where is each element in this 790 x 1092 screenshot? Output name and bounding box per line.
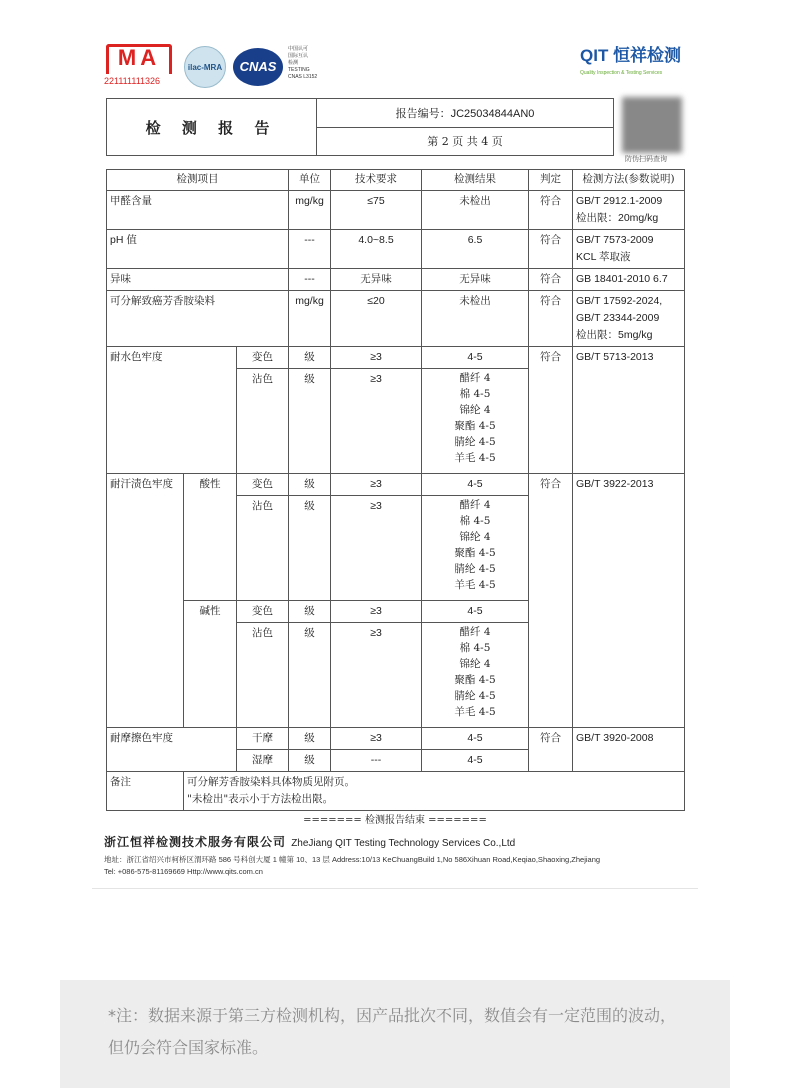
table-cell: GB/T 3920-2008: [573, 728, 685, 772]
table-cell: 符合: [529, 269, 573, 291]
table-cell: 甲醛含量: [107, 191, 289, 230]
table-cell: ---: [289, 269, 331, 291]
table-cell: 沾色: [237, 369, 289, 474]
table-cell: 级: [289, 474, 331, 496]
table-cell: mg/kg: [289, 291, 331, 347]
table-cell: 耐汗渍色牢度: [107, 474, 184, 728]
table-cell: 酸性: [184, 474, 237, 601]
table-cell: GB/T 3922-2013: [573, 474, 685, 728]
table-cell: 碱性: [184, 601, 237, 728]
table-row: [107, 347, 685, 369]
table-cell: 级: [289, 496, 331, 601]
table-cell: GB/T 17592-2024, GB/T 23344-2009 检出限：5mg/kg: [573, 291, 685, 347]
table-cell: 符合: [529, 728, 573, 772]
table-cell: 备注: [107, 772, 184, 811]
table-cell: 单位: [289, 170, 331, 191]
table-cell: ≥3: [331, 347, 422, 369]
report-body: [0, 169, 790, 878]
cma-logo: MA 221111111326: [106, 44, 172, 88]
qit-logo: QIT 恒祥检测: [580, 46, 682, 65]
table-row: [107, 728, 685, 750]
table-cell: 变色: [237, 474, 289, 496]
table-row: [107, 474, 685, 496]
company-name: 浙江恒祥检测技术服务有限公司 ZheJiang QIT Testing Technology Services Co.,Ltd: [104, 835, 516, 849]
table-cell: 级: [289, 601, 331, 623]
company-contact: 地址：浙江省绍兴市柯桥区渭环路 586 号科创大厦 1 幢第 10、13 层 Address:10/13 KeChuangBuild 1,No 586Xihuan Road,Keqiao,Shaoxing,Zhejiang Tel: +086-575-81169669 Http://www.qits.com.cn: [104, 855, 601, 876]
table-cell: 符合: [529, 291, 573, 347]
cnas-caption: 中国认可 国际互认 检测 TESTING CNAS L3152: [288, 46, 318, 80]
table-cell: 4-5: [422, 728, 529, 750]
table-cell: ≤75: [331, 191, 422, 230]
table-cell: 符合: [529, 191, 573, 230]
table-cell: pH 值: [107, 230, 289, 269]
table-cell: ---: [289, 230, 331, 269]
table-cell: 检测结果: [422, 170, 529, 191]
table-cell: GB/T 7573-2009 KCL 萃取液: [573, 230, 685, 269]
table-cell: GB/T 2912.1-2009 检出限：20mg/kg: [573, 191, 685, 230]
table-cell: 未检出: [422, 191, 529, 230]
table-cell: 检测项目: [107, 170, 289, 191]
remark-row: [107, 772, 685, 811]
divider: [92, 888, 698, 889]
table-cell: 沾色: [237, 496, 289, 601]
table-cell: 4.0~8.5: [331, 230, 422, 269]
table-cell: 级: [289, 369, 331, 474]
table-cell: ≥3: [331, 601, 422, 623]
table-cell: 可分解致癌芳香胺染料: [107, 291, 289, 347]
table-cell: 耐水色牢度: [107, 347, 237, 474]
table-cell: ≤20: [331, 291, 422, 347]
table-row: [107, 291, 685, 347]
qit-tagline: Quality Inspection & Testing Services: [580, 70, 663, 76]
table-cell: 无异味: [422, 269, 529, 291]
cnas-logo: CNAS: [233, 48, 283, 86]
table-cell: 级: [289, 623, 331, 728]
qr-caption: 防伪扫码查询: [625, 155, 667, 163]
report-end-marker: ======= 检测报告结束 =======: [303, 815, 487, 826]
disclaimer-note: *注：数据来源于第三方检测机构，因产品批次不同，数值会有一定范围的波动，但仍会符合国家标准。: [60, 980, 730, 1088]
table-cell: 沾色: [237, 623, 289, 728]
stain-results: 醋纤 4 棉 4-5 锦纶 4 聚酯 4-5 腈纶 4-5 羊毛 4-5: [422, 623, 529, 728]
table-row: [107, 191, 685, 230]
ilac-mra-logo: ilac-MRA: [184, 46, 226, 88]
table-cell: 耐摩擦色牢度: [107, 728, 237, 772]
table-cell: 可分解芳香胺染料具体物质见附页。 "未检出"表示小于方法检出限。: [184, 772, 685, 811]
table-cell: ≥3: [331, 369, 422, 474]
results-table: [106, 169, 685, 811]
table-cell: ≥3: [331, 728, 422, 750]
table-cell: 级: [289, 750, 331, 772]
stain-results: 醋纤 4 棉 4-5 锦纶 4 聚酯 4-5 腈纶 4-5 羊毛 4-5: [422, 369, 529, 474]
table-cell: 4-5: [422, 750, 529, 772]
table-cell: 4-5: [422, 347, 529, 369]
page-indicator: 第 2 页 共 4 页: [427, 135, 503, 149]
table-cell: 变色: [237, 347, 289, 369]
table-cell: 符合: [529, 474, 573, 728]
report-header: [106, 98, 614, 156]
table-cell: GB 18401-2010 6.7: [573, 269, 685, 291]
table-cell: 异味: [107, 269, 289, 291]
table-cell: 级: [289, 728, 331, 750]
table-cell: 符合: [529, 230, 573, 269]
table-cell: 变色: [237, 601, 289, 623]
table-cell: GB/T 5713-2013: [573, 347, 685, 474]
table-cell: ---: [331, 750, 422, 772]
table-cell: 级: [289, 347, 331, 369]
table-cell: 技术要求: [331, 170, 422, 191]
report-number: 报告编号：JC25034844AN0: [317, 99, 613, 128]
table-row: [107, 269, 685, 291]
table-cell: 无异味: [331, 269, 422, 291]
stain-results: 醋纤 4 棉 4-5 锦纶 4 聚酯 4-5 腈纶 4-5 羊毛 4-5: [422, 496, 529, 601]
table-cell: 判定: [529, 170, 573, 191]
table-cell: mg/kg: [289, 191, 331, 230]
report-title: 检 测 报 告: [107, 99, 317, 155]
table-cell: 6.5: [422, 230, 529, 269]
table-cell: ≥3: [331, 474, 422, 496]
table-cell: 符合: [529, 347, 573, 474]
table-cell: 4-5: [422, 601, 529, 623]
table-cell: 湿摩: [237, 750, 289, 772]
table-cell: ≥3: [331, 496, 422, 601]
table-cell: 干摩: [237, 728, 289, 750]
qr-code[interactable]: [622, 97, 682, 153]
table-row: [107, 230, 685, 269]
table-cell: 未检出: [422, 291, 529, 347]
table-header: [107, 170, 685, 191]
table-cell: 4-5: [422, 474, 529, 496]
table-cell: 检测方法(参数说明): [573, 170, 685, 191]
table-cell: ≥3: [331, 623, 422, 728]
